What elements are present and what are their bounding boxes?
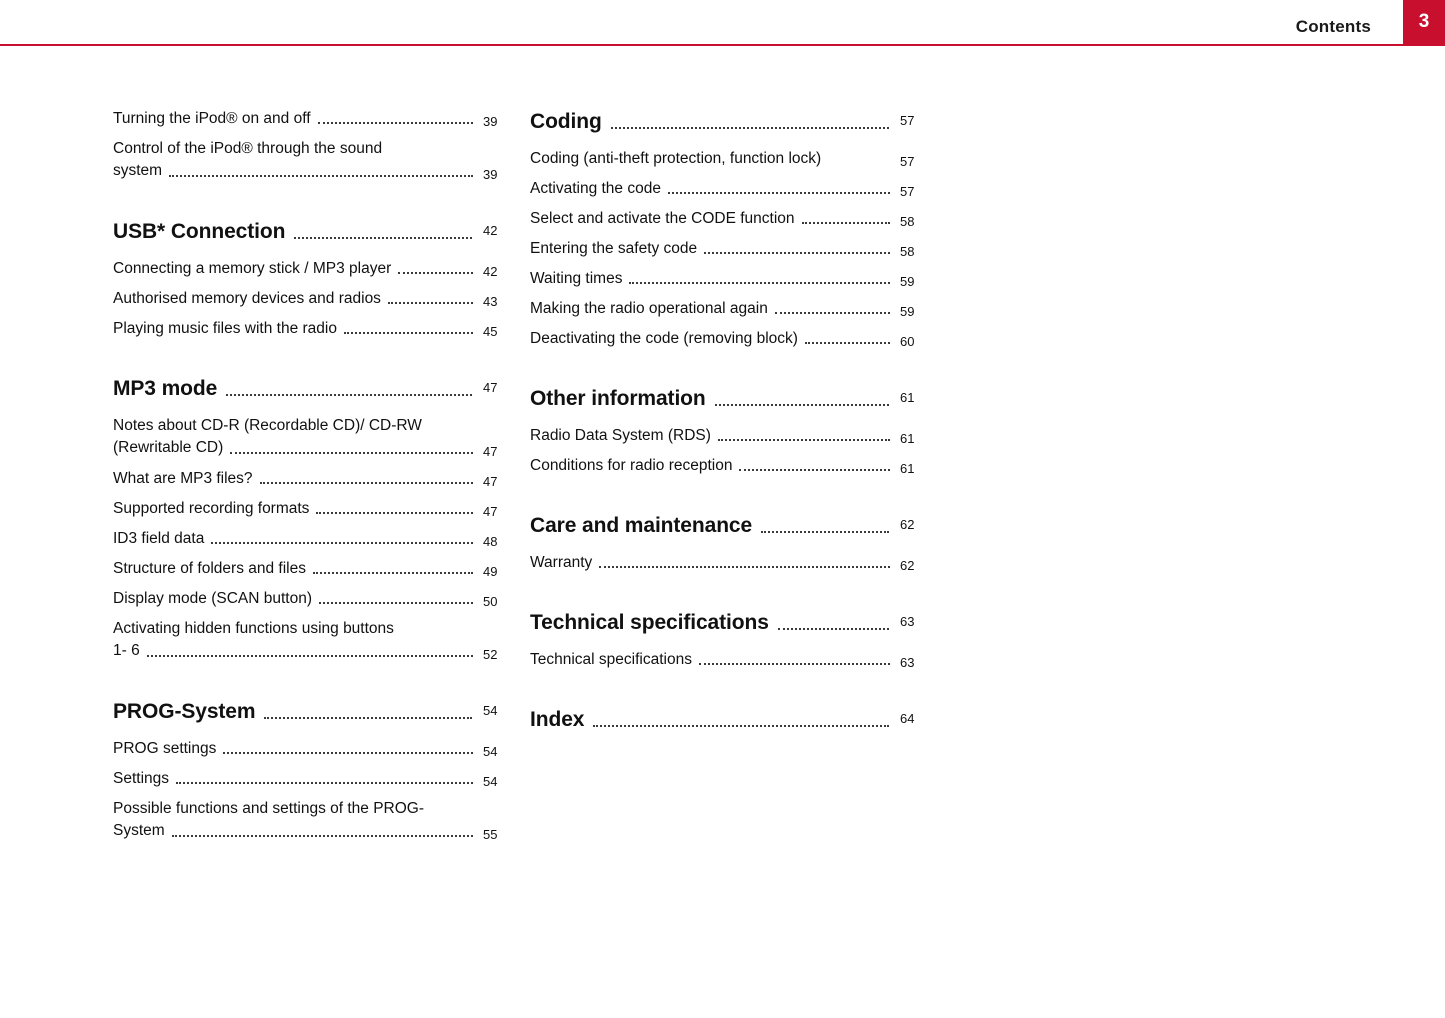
toc-entry-label: Warranty — [530, 554, 593, 571]
entry-page-number: 64 — [900, 711, 915, 726]
toc-entry-label-cont: system — [113, 162, 163, 179]
dot-leader — [715, 403, 889, 406]
toc-section-title: Care and maintenance — [530, 514, 753, 537]
toc-entry[interactable] — [530, 148, 930, 169]
dot-leader — [704, 251, 890, 254]
toc-entry[interactable] — [113, 288, 513, 309]
toc-column-right — [530, 108, 930, 851]
toc-section-heading[interactable] — [113, 698, 513, 724]
dot-leader — [739, 468, 890, 471]
dot-leader — [176, 781, 473, 784]
dot-leader — [668, 191, 890, 194]
toc-entry-label: Possible functions and settings of the PROG- — [113, 800, 425, 817]
toc-entry[interactable] — [530, 552, 930, 573]
dot-leader — [147, 654, 473, 657]
toc-section — [113, 218, 513, 339]
toc-section — [113, 108, 513, 182]
toc-section-heading[interactable] — [113, 375, 513, 401]
entry-page-number: 61 — [900, 390, 915, 405]
entry-page-number: 45 — [483, 324, 498, 339]
toc-section-title: Index — [530, 708, 585, 731]
toc-entry[interactable] — [530, 298, 930, 319]
toc-entry-label: Select and activate the CODE function — [530, 210, 795, 227]
dot-leader — [398, 271, 473, 274]
dot-leader — [223, 751, 473, 754]
toc-entry-label: Radio Data System (RDS) — [530, 427, 711, 444]
toc-entry-label: Coding (anti-theft protection, function lock) — [530, 150, 822, 167]
toc-entry[interactable] — [113, 768, 513, 789]
toc-entry-label: What are MP3 files? — [113, 470, 253, 487]
toc-section — [530, 512, 930, 573]
spacer — [828, 163, 890, 164]
page-header — [0, 0, 1445, 46]
toc-entry[interactable] — [113, 588, 513, 609]
toc-entry-label: Control of the iPod® through the sound — [113, 140, 383, 157]
dot-leader — [313, 571, 473, 574]
toc-entry[interactable] — [530, 178, 930, 199]
dot-leader — [316, 511, 473, 514]
toc-entry-label: Activating hidden functions using buttons — [113, 620, 394, 637]
toc-entry[interactable] — [530, 425, 930, 446]
dot-leader — [778, 627, 889, 630]
entry-page-number: 43 — [483, 294, 498, 309]
toc-entry[interactable] — [113, 138, 513, 182]
toc-section-heading[interactable] — [530, 609, 930, 635]
toc-columns — [113, 108, 1343, 851]
dot-leader — [172, 834, 473, 837]
toc-entry-label: Playing music files with the radio — [113, 320, 337, 337]
toc-entry[interactable] — [113, 558, 513, 579]
dot-leader — [775, 311, 890, 314]
entry-page-number: 58 — [900, 214, 915, 229]
entry-page-number: 48 — [483, 534, 498, 549]
toc-section — [530, 609, 930, 670]
entry-page-number: 54 — [483, 744, 498, 759]
toc-entry[interactable] — [530, 455, 930, 476]
toc-entry-label: Display mode (SCAN button) — [113, 590, 312, 607]
toc-entry-label: Authorised memory devices and radios — [113, 290, 381, 307]
toc-entry[interactable] — [530, 208, 930, 229]
toc-section — [113, 375, 513, 662]
toc-entry-second-line — [113, 437, 513, 459]
entry-page-number: 58 — [900, 244, 915, 259]
toc-entry[interactable] — [113, 528, 513, 549]
entry-page-number: 39 — [483, 114, 498, 129]
toc-entry-label: Conditions for radio reception — [530, 457, 733, 474]
dot-leader — [805, 341, 890, 344]
entry-page-number: 50 — [483, 594, 498, 609]
entry-page-number: 62 — [900, 558, 915, 573]
entry-page-number: 59 — [900, 304, 915, 319]
toc-section-title: Other information — [530, 387, 706, 410]
dot-leader — [718, 438, 890, 441]
toc-section-title: PROG-System — [113, 700, 256, 723]
toc-entry-label: Activating the code — [530, 180, 661, 197]
dot-leader — [319, 601, 473, 604]
toc-entry-label: Connecting a memory stick / MP3 player — [113, 260, 392, 277]
toc-section-heading[interactable] — [530, 385, 930, 411]
toc-section-heading[interactable] — [113, 218, 513, 244]
entry-page-number: 63 — [900, 655, 915, 670]
dot-leader — [629, 281, 890, 284]
dot-leader — [169, 174, 473, 177]
toc-entry[interactable] — [113, 798, 513, 842]
page-number: 3 — [1418, 11, 1430, 32]
dot-leader — [593, 724, 889, 727]
toc-entry-label-cont: 1- 6 — [113, 642, 140, 659]
toc-section-title: Technical specifications — [530, 611, 769, 634]
entry-page-number: 52 — [483, 647, 498, 662]
toc-entry[interactable] — [113, 108, 513, 129]
toc-entry-label: Making the radio operational again — [530, 300, 768, 317]
toc-entry[interactable] — [113, 318, 513, 339]
toc-entry-label: Technical specifications — [530, 651, 692, 668]
toc-section-heading[interactable] — [530, 706, 930, 732]
toc-entry[interactable] — [530, 268, 930, 289]
toc-entry-label: PROG settings — [113, 740, 217, 757]
entry-page-number: 55 — [483, 827, 498, 842]
dot-leader — [260, 481, 473, 484]
entry-page-number: 54 — [483, 703, 498, 718]
toc-entry[interactable] — [113, 468, 513, 489]
toc-entry[interactable] — [113, 498, 513, 519]
entry-page-number: 54 — [483, 774, 498, 789]
toc-section-title: USB* Connection — [113, 220, 286, 243]
toc-entry[interactable] — [113, 258, 513, 279]
toc-entry-second-line — [113, 820, 513, 842]
toc-section — [113, 698, 513, 842]
dot-leader — [264, 716, 472, 719]
toc-entry-label: Deactivating the code (removing block) — [530, 330, 798, 347]
dot-leader — [226, 393, 472, 396]
page-title: Contents — [1295, 17, 1371, 36]
entry-page-number: 63 — [900, 614, 915, 629]
header-divider — [0, 44, 1445, 46]
dot-leader — [802, 221, 890, 224]
dot-leader — [230, 451, 473, 454]
toc-section — [530, 108, 930, 349]
toc-entry-label: Notes about CD-R (Recordable CD)/ CD-RW — [113, 417, 422, 434]
entry-page-number: 49 — [483, 564, 498, 579]
entry-page-number: 57 — [900, 113, 915, 128]
dot-leader — [761, 530, 889, 533]
toc-section — [530, 706, 930, 732]
entry-page-number: 42 — [483, 223, 498, 238]
dot-leader — [294, 236, 472, 239]
dot-leader — [211, 541, 473, 544]
entry-page-number: 42 — [483, 264, 498, 279]
dot-leader — [388, 301, 473, 304]
toc-section — [530, 385, 930, 476]
toc-entry[interactable] — [530, 238, 930, 259]
entry-page-number: 61 — [900, 431, 915, 446]
entry-page-number: 62 — [900, 517, 915, 532]
toc-entry-label: Settings — [113, 770, 170, 787]
entry-page-number: 47 — [483, 474, 498, 489]
toc-entry[interactable] — [113, 415, 513, 459]
toc-section-title: Coding — [530, 110, 602, 133]
toc-entry-label: Waiting times — [530, 270, 623, 287]
toc-entry-label-cont: (Rewritable CD) — [113, 439, 224, 456]
dot-leader — [699, 662, 890, 665]
entry-page-number: 47 — [483, 444, 498, 459]
entry-page-number: 47 — [483, 504, 498, 519]
toc-column-left — [113, 108, 513, 851]
dot-leader — [611, 126, 889, 129]
entry-page-number: 61 — [900, 461, 915, 476]
toc-entry[interactable] — [530, 328, 930, 349]
entry-page-number: 59 — [900, 274, 915, 289]
toc-entry-label: Supported recording formats — [113, 500, 310, 517]
toc-section-heading[interactable] — [530, 108, 930, 134]
toc-entry-label: Turning the iPod® on and off — [113, 110, 311, 127]
toc-entry[interactable] — [113, 738, 513, 759]
toc-entry-second-line — [113, 160, 513, 182]
toc-entry-label-cont: System — [113, 822, 165, 839]
entry-page-number: 60 — [900, 334, 915, 349]
dot-leader — [599, 565, 890, 568]
toc-entry-label: Entering the safety code — [530, 240, 698, 257]
toc-entry[interactable] — [530, 649, 930, 670]
toc-entry-label: Structure of folders and files — [113, 560, 306, 577]
toc-entry[interactable] — [113, 618, 513, 662]
dot-leader — [318, 121, 473, 124]
entry-page-number: 57 — [900, 154, 915, 169]
toc-entry-label: ID3 field data — [113, 530, 205, 547]
toc-section-heading[interactable] — [530, 512, 930, 538]
entry-page-number: 47 — [483, 380, 498, 395]
toc-entry-second-line — [113, 640, 513, 662]
entry-page-number: 57 — [900, 184, 915, 199]
dot-leader — [344, 331, 473, 334]
toc-section-title: MP3 mode — [113, 377, 218, 400]
entry-page-number: 39 — [483, 167, 498, 182]
